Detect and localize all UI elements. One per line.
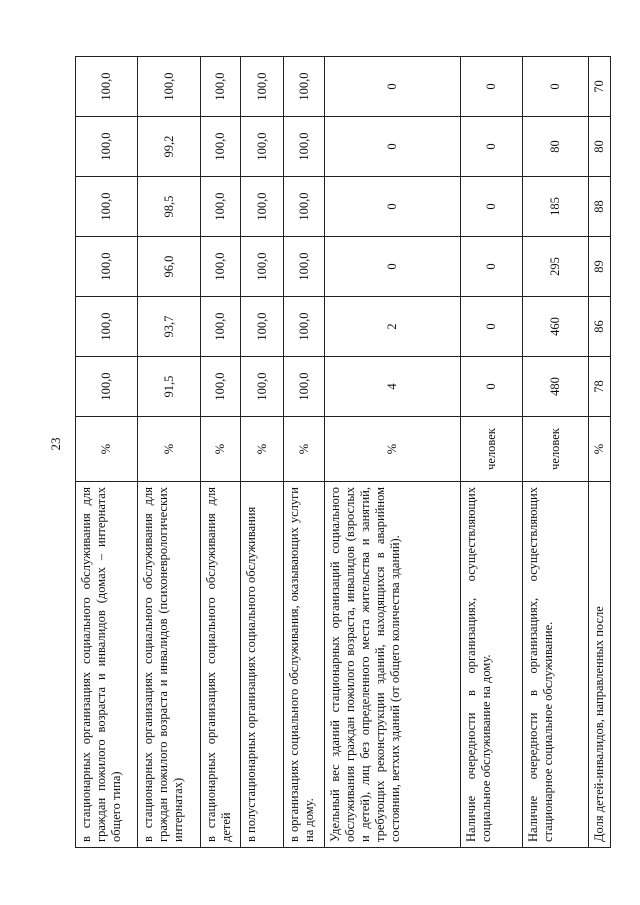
unit-cell: % [138,417,201,482]
value-cell: 0 [523,57,589,117]
unit-cell: % [241,417,284,482]
value-cell: 96,0 [138,237,201,297]
value-cell: 80 [589,117,611,177]
value-cell: 2 [325,297,461,357]
indicator-label: в организациях социального обслуживания, оказывающих услуги на дому. [284,482,325,848]
value-cell: 70 [589,57,611,117]
unit-cell: человек [461,417,523,482]
indicator-label: Наличие очередности в организациях, осуществляющих социальное обслуживание на дому. [461,482,523,848]
value-cell: 93,7 [138,297,201,357]
indicator-label: Удельный вес зданий стационарных организаций социального обслуживания граждан пожилого возраста, инвалидов (взрослых и детей), лиц без определенного места жительства и занятий, требующих реконструкции зданий, находящихся в аварийном состоянии, ветхих зданий (от общего количества зданий). [325,482,461,848]
unit-cell: % [589,417,611,482]
value-cell: 0 [325,177,461,237]
value-cell: 100,0 [76,57,138,117]
value-cell: 100,0 [201,237,241,297]
value-cell: 0 [461,237,523,297]
value-cell: 88 [589,177,611,237]
value-cell: 100,0 [201,57,241,117]
value-cell: 100,0 [201,117,241,177]
indicators-table [75,56,611,848]
indicator-label: Доля детей-инвалидов, направленных после [589,482,611,848]
indicator-label: в стационарных организациях социального обслуживания для детей [201,482,241,848]
table-row [325,57,461,848]
value-cell: 0 [461,297,523,357]
page-number: 23 [48,437,63,451]
value-cell: 295 [523,237,589,297]
value-cell: 78 [589,357,611,417]
value-cell: 185 [523,177,589,237]
value-cell: 100,0 [241,357,284,417]
unit-cell: % [76,417,138,482]
value-cell: 0 [461,177,523,237]
value-cell: 100,0 [241,237,284,297]
value-cell: 0 [461,357,523,417]
value-cell: 100,0 [201,357,241,417]
value-cell: 100,0 [201,297,241,357]
indicator-label: в полустационарных организациях социального обслуживания [241,482,284,848]
value-cell: 100,0 [284,357,325,417]
table-row [461,57,523,848]
unit-cell: % [201,417,241,482]
value-cell: 98,5 [138,177,201,237]
table-row [201,57,241,848]
unit-cell: % [325,417,461,482]
table-row [523,57,589,848]
value-cell: 100,0 [76,297,138,357]
value-cell: 99,2 [138,117,201,177]
value-cell: 100,0 [138,57,201,117]
value-cell: 100,0 [241,117,284,177]
table-rotated-content [75,57,605,848]
value-cell: 100,0 [241,297,284,357]
value-cell: 100,0 [241,177,284,237]
table-row [284,57,325,848]
value-cell: 80 [523,117,589,177]
value-cell: 100,0 [76,177,138,237]
value-cell: 460 [523,297,589,357]
indicator-label: в стационарных организациях социального обслуживания для граждан пожилого возраста и инвалидов (домах – интернатах общего типа) [76,482,138,848]
value-cell: 100,0 [76,117,138,177]
value-cell: 100,0 [284,117,325,177]
table-body [76,57,611,848]
value-cell: 100,0 [284,177,325,237]
value-cell: 100,0 [284,297,325,357]
value-cell: 89 [589,237,611,297]
value-cell: 100,0 [76,357,138,417]
value-cell: 100,0 [284,237,325,297]
value-cell: 100,0 [284,57,325,117]
value-cell: 86 [589,297,611,357]
value-cell: 4 [325,357,461,417]
table-row [76,57,138,848]
value-cell: 0 [325,117,461,177]
table-row [138,57,201,848]
value-cell: 0 [325,57,461,117]
value-cell: 0 [325,237,461,297]
value-cell: 100,0 [76,237,138,297]
table-rotation-frame [75,57,605,848]
value-cell: 100,0 [201,177,241,237]
table-row [241,57,284,848]
value-cell: 0 [461,57,523,117]
indicator-label: в стационарных организациях социального обслуживания для граждан пожилого возраста и инвалидов (психоневрологических интернатах) [138,482,201,848]
table-row [589,57,611,848]
unit-cell: человек [523,417,589,482]
value-cell: 480 [523,357,589,417]
indicator-label: Наличие очередности в организациях, осуществляющих стационарное социальное обслуживание. [523,482,589,848]
value-cell: 91,5 [138,357,201,417]
value-cell: 100,0 [241,57,284,117]
unit-cell: % [284,417,325,482]
value-cell: 0 [461,117,523,177]
